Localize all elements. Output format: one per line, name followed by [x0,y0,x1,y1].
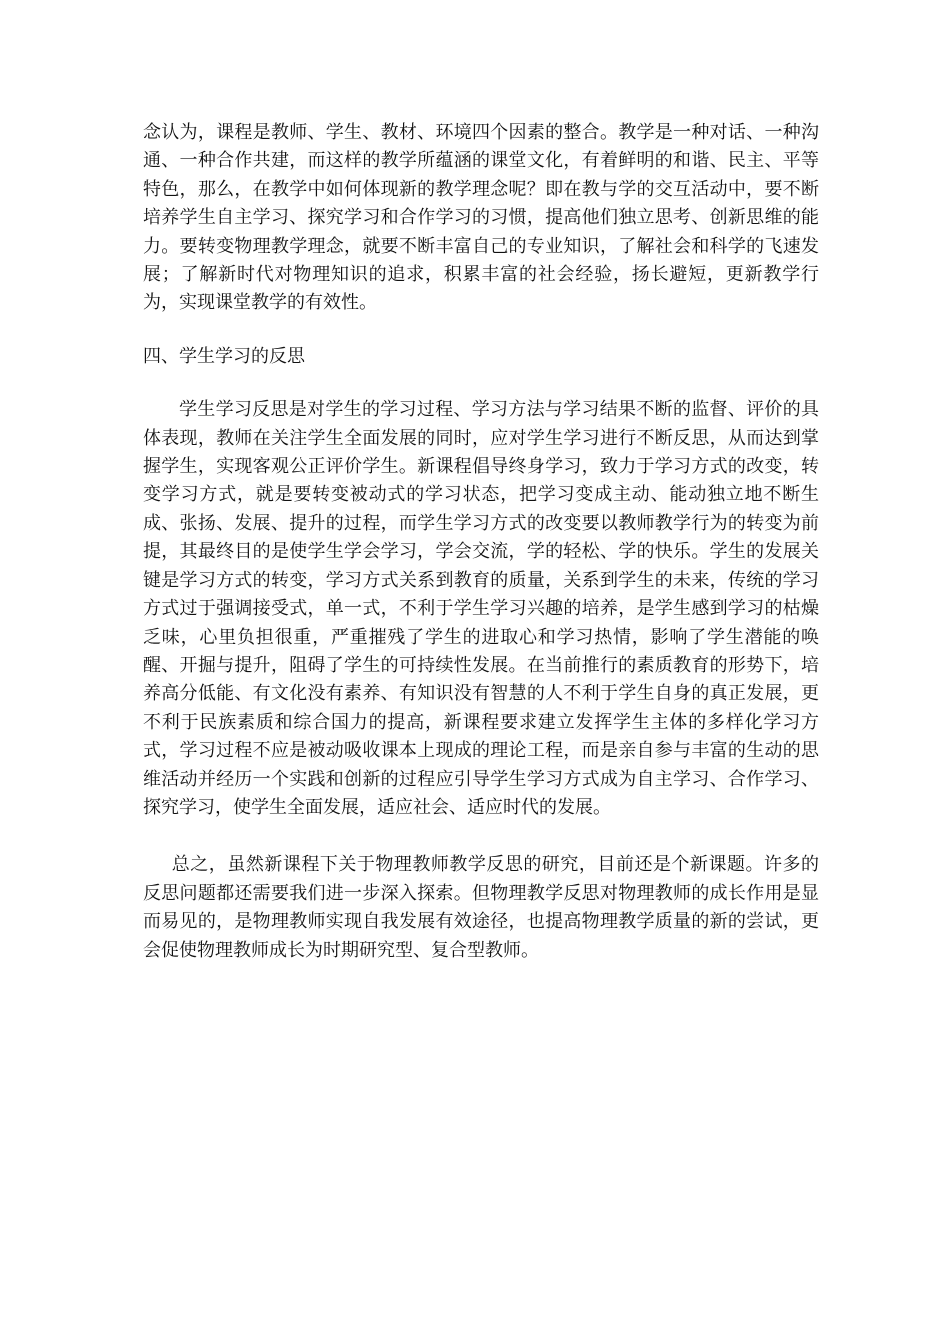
paragraph-spacer [143,318,819,343]
paragraph-spacer [143,822,819,851]
paragraph-continuation: 念认为，课程是教师、学生、教材、环境四个因素的整合。教学是一种对话、一种沟通、一种合作共建，而这样的教学所蕴涵的课堂文化，有着鲜明的和谐、民主、平等特色，那么，在教学中如何体现新的教学理念呢？即在教与学的交互活动中，要不断培养学生自主学习、探究学习和合作学习的习惯，提高他们独立思考、创新思维的能力。要转变物理教学理念，就要不断丰富自己的专业知识，了解社会和科学的飞速发展；了解新时代对物理知识的追求，积累丰富的社会经验，扬长避短，更新教学行为，实现课堂教学的有效性。 [143,122,819,314]
section-heading: 四、学生学习的反思 [143,345,305,367]
paragraph-spacer [143,371,819,396]
paragraph-conclusion: 总之，虽然新课程下关于物理教师教学反思的研究，目前还是个新课题。许多的反思问题都还需要我们进一步深入探索。但物理教学反思对物理教师的成长作用是显而易见的，是物理教师实现自我发展有效途径，也提高物理教学质量的新的尝试，更会促使物理教师成长为时期研究型、复合型教师。 [143,854,819,961]
document-page [143,119,819,965]
paragraph-student-reflection: 学生学习反思是对学生的学习过程、学习方法与学习结果不断的监督、评价的具体表现，教师在关注学生全面发展的同时，应对学生学习进行不断反思，从而达到掌握学生，实现客观公正评价学生。新课程倡导终身学习，致力于学习方式的改变，转变学习方式，就是要转变被动式的学习状态，把学习变成主动、能动独立地不断生成、张扬、发展、提升的过程，而学生学习方式的改变要以教师教学行为的转变为前提，其最终目的是使学生学会学习，学会交流，学的轻松、学的快乐。学生的发展关键是学习方式的转变，学习方式关系到教育的质量，关系到学生的未来，传统的学习方式过于强调接受式，单一式，不利于学生学习兴趣的培养，是学生感到学习的枯燥乏味，心里负担很重，严重摧残了学生的进取心和学习热情，影响了学生潜能的唤醒、开掘与提升，阻碍了学生的可持续性发展。在当前推行的素质教育的形势下，培养高分低能、有文化没有素养、有知识没有智慧的人不利于学生自身的真正发展，更不利于民族素质和综合国力的提高，新课程要求建立发挥学生主体的多样化学习方式，学习过程不应是被动吸收课本上现成的理论工程，而是亲自参与丰富的生动的思维活动并经历一个实践和创新的过程应引导学生学习方式成为自主学习、合作学习、探究学习，使学生全面发展，适应社会、适应时代的发展。 [143,399,819,818]
